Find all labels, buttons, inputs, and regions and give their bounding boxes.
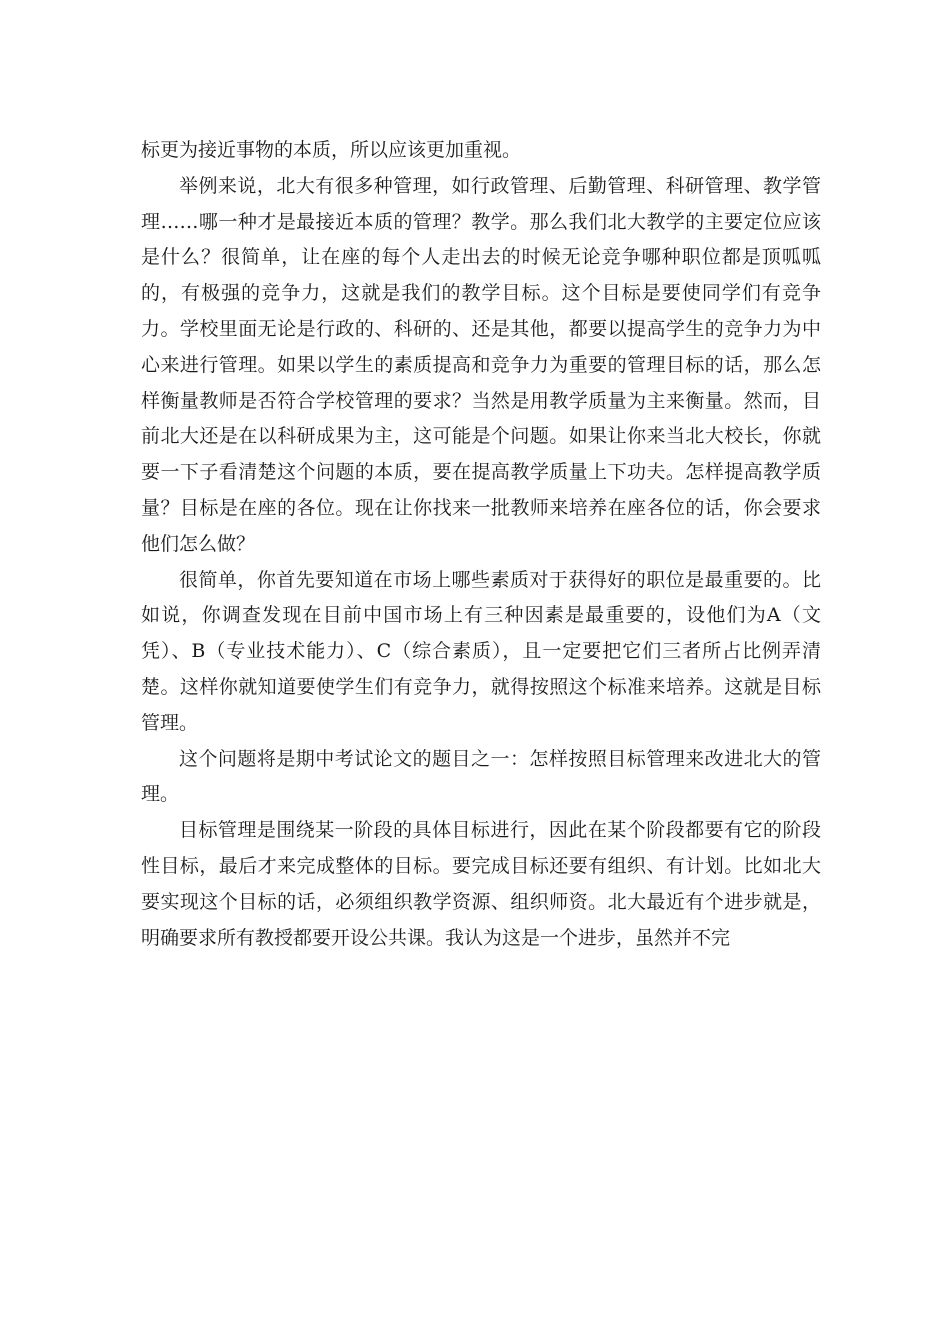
document-body <box>141 133 821 956</box>
paragraph-3: 很简单，你首先要知道在市场上哪些素质对于获得好的职位是最重要的。比如说，你调查发现在目前中国市场上有三种因素是最重要的，设他们为A（文凭）、B（专业技术能力）、C（综合素质），且一定要把它们三者所占比例弄清楚。这样你就知道要使学生们有竞争力，就得按照这个标准来培养。这就是目标管理。 <box>141 568 821 734</box>
paragraph-4: 这个问题将是期中考试论文的题目之一：怎样按照目标管理来改进北大的管理。 <box>141 747 821 806</box>
paragraph-5: 目标管理是围绕某一阶段的具体目标进行，因此在某个阶段都要有它的阶段性目标，最后才来完成整体的目标。要完成目标还要有组织、有计划。比如北大要实现这个目标的话，必须组织教学资源、组织师资。北大最近有个进步就是，明确要求所有教授都要开设公共课。我认为这是一个进步，虽然并不完 <box>141 819 821 949</box>
paragraph-2: 举例来说，北大有很多种管理，如行政管理、后勤管理、科研管理、教学管理……哪一种才是最接近本质的管理？教学。那么我们北大教学的主要定位应该是什么？很简单，让在座的每个人走出去的时候无论竞争哪种职位都是顶呱呱的，有极强的竞争力，这就是我们的教学目标。这个目标是要使同学们有竞争力。学校里面无论是行政的、科研的、还是其他，都要以提高学生的竞争力为中心来进行管理。如果以学生的素质提高和竞争力为重要的管理目标的话，那么怎样衡量教师是否符合学校管理的要求？当然是用教学质量为主来衡量。然而，目前北大还是在以科研成果为主，这可能是个问题。如果让你来当北大校长，你就要一下子看清楚这个问题的本质，要在提高教学质量上下功夫。怎样提高教学质量？目标是在座的各位。现在让你找来一批教师来培养在座各位的话，你会要求他们怎么做？ <box>141 174 821 555</box>
paragraph-1: 标更为接近事物的本质，所以应该更加重视。 <box>141 139 522 161</box>
